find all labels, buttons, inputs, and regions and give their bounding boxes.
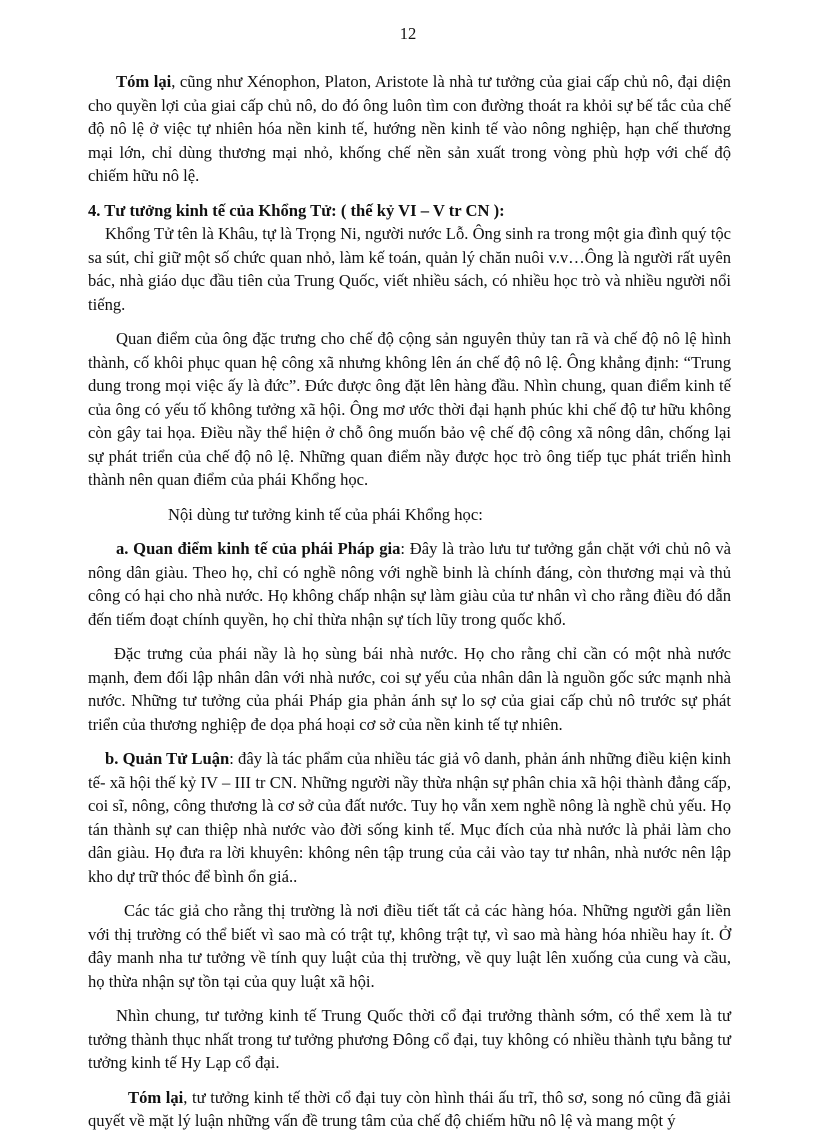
bold-lead: Tóm lại — [128, 1087, 184, 1107]
paragraph-ancient-summary — [88, 1086, 731, 1133]
paragraph-market-regulation: Các tác giả cho rằng thị trường là nơi điều tiết tất cả các hàng hóa. Những người gắn liền với thị trường có thể biết vì sao mà có trật tự, không trật tự, vì sao mà hàng hóa nhiều hay ít. Ở đây manh nha tư tưởng về tính quy luật của thị trường, về quy luật lên xuống của cung và cầu, họ thừa nhận sự tồn tại của quy luật xã hội. — [88, 901, 731, 991]
paragraph-text: : Đây là trào lưu tư tưởng gắn chặt với chủ nô và nông dân giàu. Theo họ, chỉ có nghề nông với nghề binh là chính đáng, còn thương mại và thủ công có hại cho nhà nước. Họ không chấp nhận sự làm giàu của tư nhân vì cho rằng điều đó dẫn đến tiếm đoạt chính quyền, họ chỉ thừa nhận sự tích lũy trong quốc khố. — [88, 539, 732, 629]
paragraph-confucius-views: Quan điểm của ông đặc trưng cho chế độ cộng sản nguyên thủy tan rã và chế độ nô lệ hình thành, cố khôi phục quan hệ công xã nhưng không lên án chế độ nô lệ. Ông khẳng định: “Trung dung trong mọi việc ấy là đức”. Đức được ông đặt lên hàng đầu. Nhìn chung, quan điểm kinh tế của ông có yếu tố không tưởng xã hội. Ông mơ ước thời đại hạnh phúc khi chế độ tư hữu không còn gây tai họa. Điều nầy thể hiện ở chỗ ông muốn bảo vệ chế độ công xã nông dân, chống lại sự phát triển của chế độ nô lệ. Những quan điểm nầy được học trò ông tiếp tục phát triển hình thành nên quan điểm của phái Khổng học. — [88, 329, 731, 489]
paragraph-intro-schools: Nội dùng tư tưởng kinh tế của phái Khổng học: — [168, 504, 483, 524]
paragraph-text: , tư tưởng kinh tế thời cổ đại tuy còn hình thái ấu trĩ, thô sơ, song nó cũng đã giải quyết về mặt lý luận những vấn đề trung tâm của chế độ chiếm hữu nô lệ và mang một ý — [88, 1087, 731, 1130]
paragraph-confucius-bio: Khổng Tử tên là Khâu, tự là Trọng Ni, người nước Lỗ. Ông sinh ra trong một gia đình quý tộc sa sút, chỉ giữ một số chức quan nhỏ, làm kế toán, quản lý chăn nuôi v.v…Ông là người rất uyên bác, nhà giáo dục đầu tiên của Trung Quốc, viết nhiều sách, có nhiều học trò và nhiều người nổi tiếng. — [88, 224, 731, 314]
paragraph-chinese-thought-summary: Nhìn chung, tư tưởng kinh tế Trung Quốc thời cổ đại trưởng thành sớm, có thể xem là tư tưởng thành thục nhất trong tư tưởng phương Đông cổ đại, tuy không có nhiều thành tựu bằng tư tưởng kinh tế Hy Lạp cổ đại. — [88, 1006, 732, 1072]
page-number: 12 — [399, 24, 417, 43]
heading-text: 4. Tư tưởng kinh tế của Khổng Tử: ( thế kỷ VI – V tr CN ): — [88, 200, 505, 220]
document-body — [88, 70, 731, 1133]
paragraph-summary-aristotle — [88, 70, 731, 188]
bold-lead: Tóm lại — [116, 72, 172, 91]
paragraph-legalist-traits: Đặc trưng của phái nầy là họ sùng bái nhà nước. Họ cho rằng chỉ cần có một nhà nước mạnh, đem đối lập nhân dân với nhà nước, coi sự yếu của nhân dân là nguồn gốc sức mạnh nhà nước. Những tư tưởng của phái Pháp gia phản ánh sự lo sợ của giai cấp chủ nô trước sự phát triển của thương nghiệp đe dọa phá hoại cơ sở của nền kinh tế tự nhiên. — [88, 644, 731, 734]
bold-lead: b. Quản Tử Luận — [105, 749, 230, 768]
bold-lead: a. Quan điểm kinh tế của phái Pháp gia — [116, 539, 401, 558]
paragraph-text: : đây là tác phẩm của nhiều tác giả vô danh, phản ánh những điều kiện kinh tế- xã hội thế kỷ IV – III tr CN. Những người nầy thừa nhận sự phân chia xã hội thành đẳng cấp, coi sĩ, nông, công thương là cơ sở của đất nước. Tuy họ vẫn xem nghề nông là nghề chủ yếu. Họ tán thành sự can thiệp nhà nước vào đời sống kinh tế. Mục đích của nhà nước là phải làm cho dân giàu. Họ đưa ra lời khuyên: không nên tập trung của cải vào tay tư nhân, nhà nước nên lập kho dự trữ thóc để bình ổn giá.. — [88, 749, 731, 886]
paragraph-text: , cũng như Xénophon, Platon, Aristote là nhà tư tưởng của giai cấp chủ nô, đại diện cho quyền lợi của giai cấp chủ nô, do đó ông luôn tìm con đường thoát ra khỏi sự bế tắc của chế độ nô lệ ở việc tự nhiên hóa nền kinh tế, hướng nền kinh tế vào nông nghiệp, hạn chế thương mại lớn, chỉ dùng thương mại nhỏ, khống chế nền sản xuất trong vòng phù hợp với chế độ chiếm hữu nô lệ. — [88, 72, 731, 185]
paragraph-legalist-school — [88, 537, 731, 631]
paragraph-guanzi — [88, 747, 731, 888]
section-heading-confucius — [88, 199, 731, 223]
